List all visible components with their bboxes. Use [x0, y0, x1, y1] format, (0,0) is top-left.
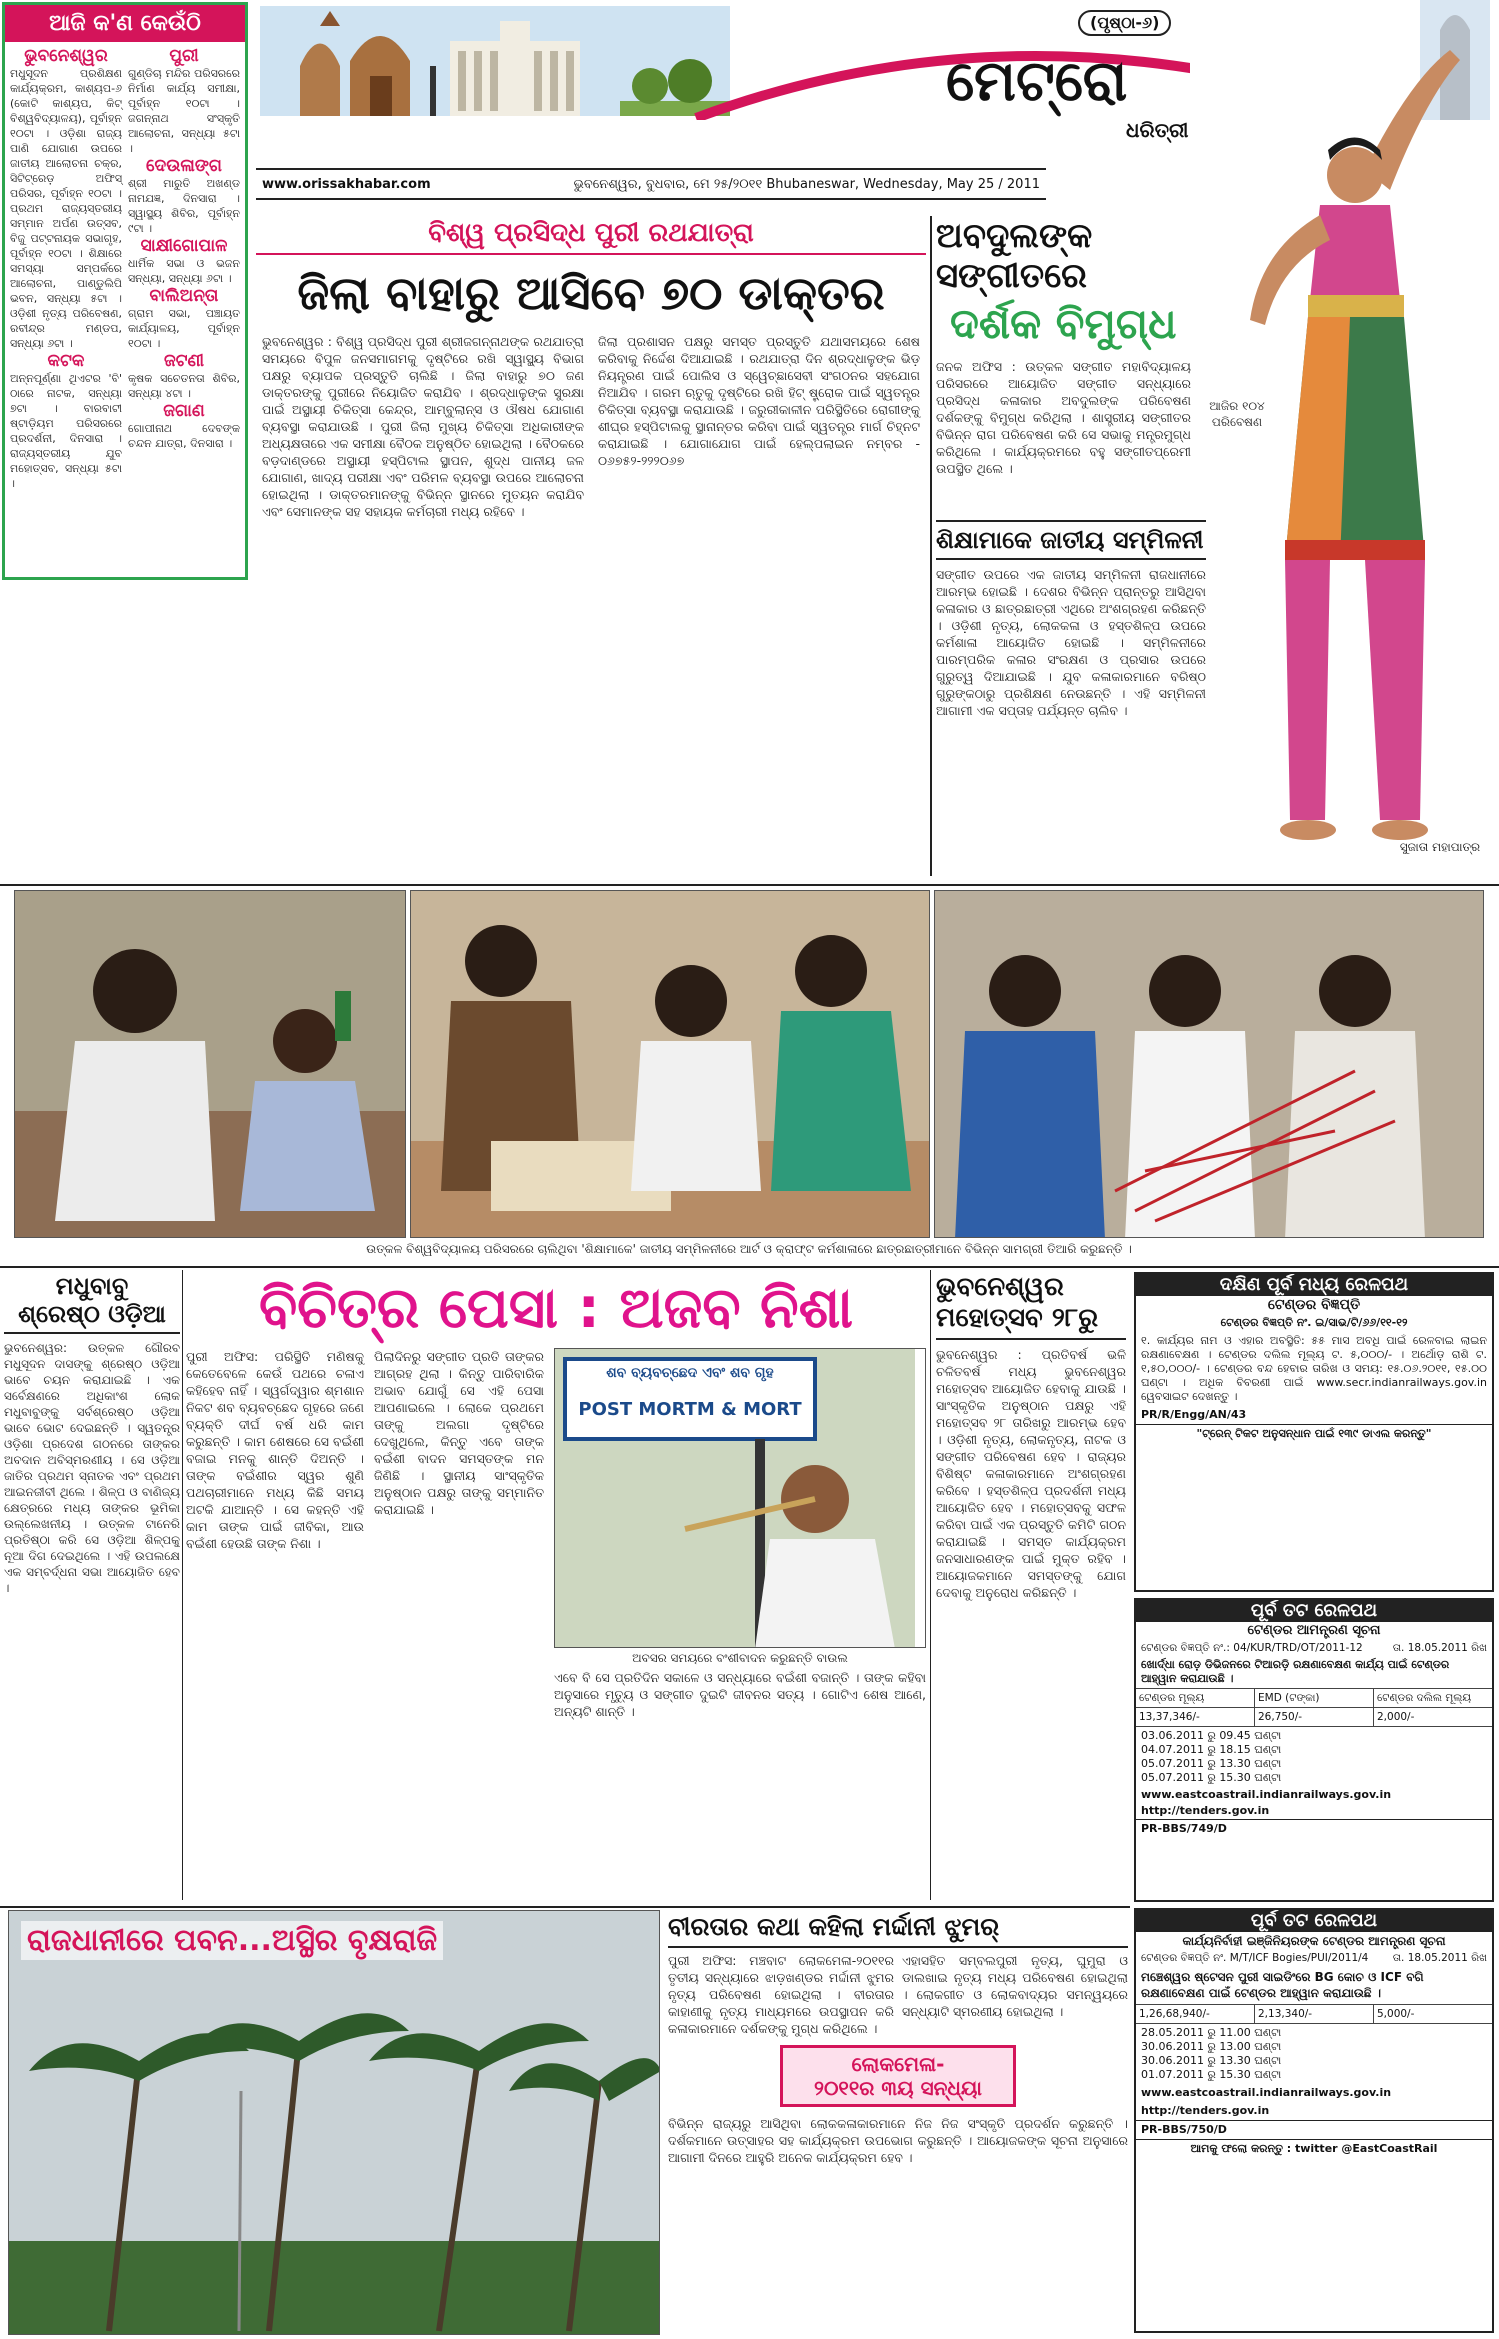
story-subheadline: ଦର୍ଶକ ବିମୁଗ୍ଧ [950, 299, 1177, 348]
story-headline: ବିଚିତ୍ର ପେସା : ଅଜବ ନିଶା [258, 1276, 854, 1341]
events-sidebar [2, 2, 248, 580]
sidebar-city-heading: ପୁରୀ [169, 46, 199, 66]
ad-subtitle: ଟେଣ୍ଡର ବିଜ୍ଞପ୍ତି [1267, 1297, 1361, 1313]
sidebar-city-text: ଧାର୍ମିକ ସଭା ଓ ଭଜନ ସନ୍ଧ୍ୟା, ସନ୍ଧ୍ୟା ୬ଟା । [128, 257, 240, 285]
ad-date-line: 04.07.2011 ରୁ 18.15 ଘଣ୍ଟା [1141, 1743, 1282, 1756]
ad-ecor-2 [1134, 1908, 1494, 2333]
sign-line-2: POST MORTM & MORT [578, 1399, 802, 1420]
ad-cell: 2,000/- [1377, 1711, 1415, 1723]
sidebar-city-heading: କଟକ [47, 351, 85, 371]
sidebar-col-right [128, 46, 240, 493]
photo-row-caption: ଉତ୍କଳ ବିଶ୍ୱବିଦ୍ୟାଳୟ ପରିସରରେ ଚାଲିଥିବା 'ଶିକ୍ଷାମାକେ' ଜାତୀୟ ସମ୍ମିଳନୀରେ ଆର୍ଟ ଓ କ୍ରାଫ୍ଟ କର୍ମଶାଳାରେ ଛାତ୍ରଛାତ୍ରୀମାନେ ବିଭିନ୍ନ ସାମଗ୍ରୀ ତିଆରି କରୁଛନ୍ତି । [366, 1242, 1132, 1256]
ad-ref: ଟେଣ୍ଡର ବିଜ୍ଞପ୍ତି ନଂ.: 04/KUR/TRD/OT/2011-12 [1141, 1642, 1363, 1654]
ad-footer: ଆମକୁ ଫଲୋ କରନ୍ତୁ : twitter @EastCoastRail [1136, 2139, 1492, 2158]
highlight-line: ଲୋକମେଳା- [851, 2052, 945, 2076]
ad-site[interactable]: http://tenders.gov.in [1141, 1804, 1270, 1817]
story-headline: ଶିକ୍ଷାମାକେ ଜାତୀୟ ସମ୍ମିଳନୀ [936, 520, 1206, 560]
ad-body: ୧. କାର୍ଯ୍ୟର ନାମ ଓ ଏହାର ଅବସ୍ଥିତି: ୫୫ ମାସ ଅବଧି ପାଇଁ ରେଳବାଇ ଲାଇନ ରକ୍ଷଣାବେକ୍ଷଣ । ଟେଣ୍ଡର ଦଲିଲ ମୂଲ୍ୟ ଟ. ୫,୦୦୦/- । ଅର୍ଥୋଡ଼ ରାଶି ଟ. ୧,୫୦,୦୦୦/- । ଟେଣ୍ଡର ବନ୍ଦ ହେବାର ତାରିଖ ଓ ସମୟ: ୧୫.୦୬.୨୦୧୧, ୧୫.୦୦ ଘଣ୍ଟା । ଅଧିକ ବିବରଣୀ ପାଇଁ www.secr.indianrailways.gov.in ୱେବସାଇଟ ଦେଖନ୍ତୁ । [1141, 1334, 1487, 1403]
flute-player-photo [554, 1348, 926, 1648]
ad-site[interactable]: http://tenders.gov.in [1141, 2104, 1270, 2117]
story-body: ଭୁବନେଶ୍ୱର : ବିଶ୍ୱ ପ୍ରସିଦ୍ଧ ପୁରୀ ଶ୍ରୀଜଗନ୍ନାଥଙ୍କ ରଥଯାତ୍ରା ସମୟରେ ବିପୁଳ ଜନସମାଗମକୁ ଦୃଷ୍ଟିରେ ରଖି ସ୍ୱାସ୍ଥ୍ୟ ବିଭାଗ ପକ୍ଷରୁ ବ୍ୟାପକ ପ୍ରସ୍ତୁତି ଚାଲିଛି । ଜିଲା ବାହାରୁ ୭୦ ଜଣ ଡାକ୍ତରଙ୍କୁ ପୁରୀରେ ନିୟୋଜିତ କରାଯିବ । ଶ୍ରଦ୍ଧାଳୁଙ୍କ ସୁରକ୍ଷା ପାଇଁ ଅସ୍ଥାୟୀ ଚିକିତ୍ସା କେନ୍ଦ୍ର, ଆମ୍ବୁଲାନ୍ସ ଓ ଔଷଧ ଯୋଗାଣ ବ୍ୟବସ୍ଥା କରାଯାଉଛି । ପୁରୀ ଜିଲା ମୁଖ୍ୟ ଚିକିତ୍ସା ଅଧିକାରୀଙ୍କ ଅଧ୍ୟକ୍ଷତାରେ ଏକ ସମୀକ୍ଷା ବୈଠକ ଅନୁଷ୍ଠିତ ହୋଇଥିଲା । ବୈଠକରେ ବଡ଼ଦାଣ୍ଡରେ ଅସ୍ଥାୟୀ ହସ୍ପିଟାଲ ସ୍ଥାପନ, ଶୁଦ୍ଧ ପାନୀୟ ଜଳ ଯୋଗାଣ, ଖାଦ୍ୟ ପରୀକ୍ଷା ଏବଂ ପରିମଳ ବ୍ୟବସ୍ଥା ଉପରେ ଆଲୋଚନା ହୋଇଥିଲା । ଡାକ୍ତରମାନଙ୍କୁ ବିଭିନ୍ନ ସ୍ଥାନରେ ମୁତୟନ କରାଯିବ ଏବଂ ସେମାନଙ୍କ ସହ ସହାୟକ କର୍ମଚାରୀ ମଧ୍ୟ ରହିବେ । [262, 334, 584, 519]
ad-ecor-1 [1134, 1598, 1494, 1902]
ad-title: ପୂର୍ବ ତଟ ରେଳପଥ [1136, 1600, 1492, 1622]
story-body: ଏହାସହିତ ସମ୍ବଲପୁରୀ ନୃତ୍ୟ, ଘୁମୁରା ଓ ଡାଲଖାଇ ନୃତ୍ୟ ମଧ୍ୟ ପରିବେଷଣ ହୋଇଥିଲା । ଲୋକଗୀତ ଓ ଲୋକବାଦ୍ୟର ସମନ୍ୱୟରେ ସନ୍ଧ୍ୟାଟି ସ୍ମରଣୀୟ ହୋଇଥିଲା । [902, 1953, 1128, 2019]
story-headline: ଅବଦୁଲଙ୍କ ସଙ୍ଗୀତରେ [936, 216, 1093, 296]
workshop-photo-2 [410, 890, 930, 1238]
ad-date: ତା. 18.05.2011 ରିଖ [1392, 1952, 1487, 1964]
story-madhubabu [4, 1272, 180, 1902]
ad-site[interactable]: www.eastcoastrail.indianrailways.gov.in [1141, 2086, 1392, 2099]
story-aside: ଆଜିର ୧୦୪ ପରିବେଷଣ [1209, 399, 1265, 429]
website-link[interactable]: www.orissakhabar.com [262, 176, 431, 192]
sidebar-title: ଆଜି କ'ଣ କେଉଁଠି [5, 5, 245, 42]
ad-cell: EMD (ଟଙ୍କା) [1255, 1689, 1374, 1707]
story-body: ପିଲାଦିନରୁ ସଙ୍ଗୀତ ପ୍ରତି ତାଙ୍କର ଆଗ୍ରହ ଥିଲା । କିନ୍ତୁ ପାରିବାରିକ ଅଭାବ ଯୋଗୁଁ ସେ ଏହି ପେସା ଆପଣାଇଲେ । ଲୋକେ ପ୍ରଥମେ ତାଙ୍କୁ ଅଲଗା ଦୃଷ୍ଟିରେ ଦେଖୁଥିଲେ, କିନ୍ତୁ ଏବେ ତାଙ୍କ ବଇଁଶୀ ବାଦନ ସମସ୍ତଙ୍କ ମନ ଜିଣିଛି । ସ୍ଥାନୀୟ ସାଂସ୍କୃତିକ ଅନୁଷ୍ଠାନ ପକ୍ଷରୁ ତାଙ୍କୁ ସମ୍ମାନିତ କରାଯାଇଛି । [374, 1349, 544, 1517]
ad-footer: "ଟ୍ରେନ୍ ଟିକଟ ଅନୁସନ୍ଧାନ ପାଇଁ ୧୩୯ ଡାଏଲ କରନ୍ତୁ" [1136, 1424, 1492, 1443]
sidebar-city-heading: ଭୁବନେଶ୍ୱର [24, 46, 108, 66]
story-jhumar [668, 1910, 1128, 2335]
ad-date-line: 01.07.2011 ରୁ 15.30 ଘଣ୍ଟା [1141, 2068, 1282, 2081]
dancer-photo [1190, 0, 1499, 880]
ad-cell: 2,13,340/- [1255, 2005, 1374, 2023]
photo-caption: ଅବସର ସମୟରେ ବଂଶୀବାଦନ କରୁଛନ୍ତି ବାଉଲ [632, 1651, 848, 1665]
story-body: ବିଭିନ୍ନ ରାଜ୍ୟରୁ ଆସିଥିବା ଲୋକକଳାକାରମାନେ ନିଜ ନିଜ ସଂସ୍କୃତି ପ୍ରଦର୍ଶନ କରୁଛନ୍ତି । ଦର୍ଶକମାନେ ଉତ୍ସାହର ସହ କାର୍ଯ୍ୟକ୍ରମ ଉପଭୋଗ କରୁଛନ୍ତି । ଆୟୋଜକଙ୍କ ସୂଚନା ଅନୁସାରେ ଆଗାମୀ ଦିନରେ ଆହୁରି ଅନେକ କାର୍ଯ୍ୟକ୍ରମ ହେବ । [668, 2116, 1128, 2165]
story-headline: ଭୁବନେଶ୍ୱର [936, 1272, 1064, 1302]
sidebar-city-heading: ସାକ୍ଷୀଗୋପାଳ [140, 236, 228, 256]
sidebar-city-text: ଗ୍ରାମ ସଭା, ପଞ୍ଚାୟତ କାର୍ଯ୍ୟାଳୟ, ପୂର୍ବାହ୍ନ ୧୦ଟା । [128, 307, 240, 350]
story-festival [936, 1272, 1126, 1902]
sidebar-city-heading: ଜଟଣୀ [163, 351, 205, 371]
story-body: ଜିଲା ପ୍ରଶାସନ ପକ୍ଷରୁ ସମସ୍ତ ପ୍ରସ୍ତୁତି ଯଥାସମୟରେ ଶେଷ କରିବାକୁ ନିର୍ଦ୍ଦେଶ ଦିଆଯାଇଛି । ରଥଯାତ୍ରା ଦିନ ଶ୍ରଦ୍ଧାଳୁଙ୍କ ଭିଡ଼ ନିୟନ୍ତ୍ରଣ ପାଇଁ ପୋଲିସ ଓ ସ୍ୱେଚ୍ଛାସେବୀ ସଂଗଠନର ସହଯୋଗ ନିଆଯିବ । ଗରମ ଋତୁକୁ ଦୃଷ୍ଟିରେ ରଖି ହିଟ୍ ଷ୍ଟ୍ରୋକ ପାଇଁ ସ୍ୱତନ୍ତ୍ର ଚିକିତ୍ସା ବ୍ୟବସ୍ଥା କରାଯାଉଛି । ଜରୁରୀକାଳୀନ ପରିସ୍ଥିତିରେ ରୋଗୀଙ୍କୁ ଶୀଘ୍ର ହସ୍ପିଟାଲକୁ ସ୍ଥାନାନ୍ତର କରିବା ପାଇଁ ସ୍ୱତନ୍ତ୍ର ମାର୍ଗ ଚିହ୍ନଟ କରାଯାଇଛି । ଯୋଗାଯୋଗ ପାଇଁ ହେଲ୍ପଲାଇନ ନମ୍ବର - ୦୬୭୫୨-୨୨୨୦୬୭ [598, 334, 920, 468]
ad-ref: ଟେଣ୍ଡର ବିଜ୍ଞପ୍ତି ନଂ. M/T/ICF Bogies/PUI/2011/4 [1141, 1952, 1369, 1964]
ad-cell: 26,750/- [1255, 1708, 1374, 1726]
story-headline: ମଧୁବାବୁ [55, 1272, 129, 1300]
temple-illustration [260, 6, 730, 116]
sidebar-city-text: ମଧୁସୂଦନ ପ୍ରଶିକ୍ଷଣ କାର୍ଯ୍ୟକ୍ରମ, କାଶ୍ୟପ-୬ (କୋଟି କାଶ୍ୟପ, କିଟ୍ ବିଶ୍ୱବିଦ୍ୟାଳୟ), ପୂର୍ବାହ୍ନ ୧୦ଟା । ଓଡ଼ିଶା ରାଜ୍ୟ ପାଣି ଯୋଗାଣ ଉପରେ ଜାତୀୟ ଆଲୋଚନା ଚକ୍ର, ସିଟିଟ୍ରେଡ଼ ଅଫିସ୍ ପରିସର, ପୂର୍ବାହ୍ନ ୧୦ଟା । ପ୍ରଥମ ରାଜ୍ୟସ୍ତରୀୟ ସମ୍ମାନ ଅର୍ପଣ ଉତ୍ସବ, ବିଜୁ ପଟ୍ଟନାୟକ ସଭାଗୃହ, ପୂର୍ବାହ୍ନ ୧୦ଟା । ଶିକ୍ଷାରେ ସମସ୍ୟା ସମ୍ପର୍କରେ ଆଲୋଚନା, ପାଣ୍ଡୁଲିପି ଭବନ, ସନ୍ଧ୍ୟା ୫ଟା । ଓଡ଼ିଶୀ ନୃତ୍ୟ ପରିବେଷଣ, ରବୀନ୍ଦ୍ର ମଣ୍ଡପ, ସନ୍ଧ୍ୟା ୬ଟା । [10, 67, 122, 350]
masthead-title: ମେଟ୍ରୋ [946, 48, 1128, 114]
ad-body: ଖୋର୍ଦ୍ଧା ରୋଡ଼ ଡିଭିଜନରେ ଟିଆରଡ଼ି ରକ୍ଷଣାବେକ୍ଷଣ କାର୍ଯ୍ୟ ପାଇଁ ଟେଣ୍ଡର ଆହ୍ୱାନ କରାଯାଉଛି । [1141, 1658, 1450, 1685]
ad-subtitle: କାର୍ଯ୍ୟନିର୍ବାହୀ ଇଞ୍ଜିନିୟରଙ୍କ ଟେଣ୍ଡର ଆମନ୍ତ୍ରଣ ସୂଚନା [1182, 1934, 1446, 1948]
story-headline: ରାଜଧାନୀରେ ପବନ...ଅସ୍ଥିର ବୃକ୍ଷରାଜି [21, 1921, 443, 1960]
sidebar-city-heading: ଜଗାଣ [163, 401, 205, 421]
sidebar-city-heading: ଦେଉଳାଙ୍ଗ [146, 156, 222, 176]
dateline-bar [256, 168, 1046, 200]
workshop-photo-1 [14, 890, 406, 1238]
story-kicker: ବିଶ୍ୱ ପ୍ରସିଦ୍ଧ ପୁରୀ ରଥଯାତ୍ରା [256, 216, 926, 255]
ad-ref: PR/R/Engg/AN/43 [1141, 1408, 1247, 1421]
sidebar-city-text: ଅନ୍ନପୂର୍ଣ୍ଣା ଥିଏଟର 'ବି' ଠାରେ ନାଟକ, ସନ୍ଧ୍ୟା ୭ଟା । ବାରବାଟୀ ଷ୍ଟାଡ଼ିୟମ ପରିସରରେ ପ୍ରଦର୍ଶନୀ, ଦିନସାରା । ରାଜ୍ୟସ୍ତରୀୟ ଯୁବ ମହୋତ୍ସବ, ସନ୍ଧ୍ୟା ୫ଟା । [10, 372, 122, 490]
story-profession [186, 1272, 926, 1902]
ad-cell: ଟେଣ୍ଡର ମୂଲ୍ୟ [1136, 1689, 1255, 1707]
ad-secr [1134, 1272, 1494, 1592]
workshop-photo-3 [934, 890, 1484, 1238]
ad-ref: PR-BBS/749/D [1136, 1819, 1492, 1838]
sidebar-col-left [10, 46, 122, 493]
masthead-subtitle: ଧରିତ୍ରୀ [1126, 118, 1189, 142]
ad-date-line: 05.07.2011 ରୁ 15.30 ଘଣ୍ଟା [1141, 1771, 1282, 1784]
story-body: ସଙ୍ଗୀତ ଉପରେ ଏକ ଜାତୀୟ ସମ୍ମିଳନୀ ରାଜଧାନୀରେ ଆରମ୍ଭ ହୋଇଛି । ଦେଶର ବିଭିନ୍ନ ପ୍ରାନ୍ତରୁ ଆସିଥିବା କଳାକାର ଓ ଛାତ୍ରଛାତ୍ରୀ ଏଥିରେ ଅଂଶଗ୍ରହଣ କରିଛନ୍ତି । ଓଡ଼ିଶୀ ନୃତ୍ୟ, ଲୋକକଳା ଓ ହସ୍ତଶିଳ୍ପ ଉପରେ କର୍ମଶାଳା ଆୟୋଜିତ ହୋଇଛି । ସମ୍ମିଳନୀରେ ପାରମ୍ପରିକ କଳାର ସଂରକ୍ଷଣ ଓ ପ୍ରସାର ଉପରେ ଗୁରୁତ୍ୱ ଦିଆଯାଇଛି । ଯୁବ କଳାକାରମାନେ ବରିଷ୍ଠ ଗୁରୁଙ୍କଠାରୁ ପ୍ରଶିକ୍ଷଣ ନେଉଛନ୍ତି । ଏହି ସମ୍ମିଳନୀ ଆଗାମୀ ଏକ ସପ୍ତାହ ପର୍ଯ୍ୟନ୍ତ ଚାଲିବ । [936, 567, 1206, 718]
story-subheadline: ଶ୍ରେଷ୍ଠ ଓଡ଼ିଆ [4, 1300, 180, 1334]
highlight-line: ୨୦୧୧ର ୩ୟ ସନ୍ଧ୍ୟା [813, 2076, 982, 2100]
ad-subtitle: ଟେଣ୍ଡର ଆମନ୍ତ୍ରଣ ସୂଚନା [1247, 1623, 1381, 1638]
ad-body: ମଞ୍ଚେଶ୍ୱର ଷ୍ଟେସନ ପୁରୀ ସାଇଡିଂରେ BG କୋଚ ଓ ICF ବଗି ରକ୍ଷଣାବେକ୍ଷଣ ପାଇଁ ଟେଣ୍ଡର ଆହ୍ୱାନ କରାଯାଉଛି । [1141, 1970, 1424, 2000]
ad-cell: 1,26,68,940/- [1136, 2005, 1255, 2023]
story-music [936, 216, 1191, 526]
story-body: ଏବେ ବି ସେ ପ୍ରତିଦିନ ସକାଳେ ଓ ସନ୍ଧ୍ୟାରେ ବଇଁଶୀ ବଜାନ୍ତି । ତାଙ୍କ କହିବା ଅନୁସାରେ ମୃତ୍ୟୁ ଓ ସଙ୍ଗୀତ ଦୁଇଟି ଜୀବନର ସତ୍ୟ । ଗୋଟିଏ ଶେଷ ଆଣେ, ଅନ୍ୟଟି ଶାନ୍ତି । [554, 1670, 926, 1719]
story-conference [936, 520, 1206, 880]
highlight-box [780, 2045, 1016, 2107]
story-headline: ବୀରତାର କଥା କହିଲା ମର୍ଦ୍ଦାନୀ ଝୁମର୍ [668, 1910, 1128, 1948]
story-body: ଭୁବନେଶ୍ୱର : ପ୍ରତିବର୍ଷ ଭଳି ଚଳିତବର୍ଷ ମଧ୍ୟ ଭୁବନେଶ୍ୱର ମହୋତ୍ସବ ଆୟୋଜିତ ହେବାକୁ ଯାଉଛି । ସାଂସ୍କୃତିକ ଅନୁଷ୍ଠାନ ପକ୍ଷରୁ ଏହି ମହୋତ୍ସବ ୨୮ ତାରିଖରୁ ଆରମ୍ଭ ହେବ । ଓଡ଼ିଶୀ ନୃତ୍ୟ, ଲୋକନୃତ୍ୟ, ନାଟକ ଓ ସଙ୍ଗୀତ ପରିବେଷଣ ହେବ । ରାଜ୍ୟର ବିଶିଷ୍ଟ କଳାକାରମାନେ ଅଂଶଗ୍ରହଣ କରିବେ । ହସ୍ତଶିଳ୍ପ ପ୍ରଦର୍ଶନୀ ମଧ୍ୟ ଆୟୋଜିତ ହେବ । ମହୋତ୍ସବକୁ ସଫଳ କରିବା ପାଇଁ ଏକ ପ୍ରସ୍ତୁତି କମିଟି ଗଠନ କରାଯାଇଛି । ସମସ୍ତ କାର୍ଯ୍ୟକ୍ରମ ଜନସାଧାରଣଙ୍କ ପାଇଁ ମୁକ୍ତ ରହିବ । ଆୟୋଜକମାନେ ସମସ୍ତଙ୍କୁ ଯୋଗ ଦେବାକୁ ଅନୁରୋଧ କରିଛନ୍ତି । [936, 1347, 1126, 1600]
ad-date-line: 30.06.2011 ରୁ 13.30 ଘଣ୍ଟା [1141, 2054, 1282, 2067]
ad-date-line: 30.06.2011 ରୁ 13.00 ଘଣ୍ଟା [1141, 2040, 1282, 2053]
ad-title: ଦକ୍ଷିଣ ପୂର୍ବ ମଧ୍ୟ ରେଳପଥ [1136, 1274, 1492, 1296]
ad-table-head [1136, 1688, 1492, 1707]
ad-title: ପୂର୍ବ ତଟ ରେଳପଥ [1136, 1910, 1492, 1932]
ad-cell: 13,37,346/- [1136, 1708, 1255, 1726]
story-body: ଜନକ ଅଫିସ : ଉତ୍କଳ ସଙ୍ଗୀତ ମହାବିଦ୍ୟାଳୟ ପରିସରରେ ଆୟୋଜିତ ସଙ୍ଗୀତ ସନ୍ଧ୍ୟାରେ ପ୍ରସିଦ୍ଧ କଳାକାର ଅବଦୁଲଙ୍କ ପରିବେଷଣ ଦର୍ଶକଙ୍କୁ ବିମୁଗ୍ଧ କରିଥିଲା । ଶାସ୍ତ୍ରୀୟ ସଙ୍ଗୀତର ବିଭିନ୍ନ ରାଗ ପରିବେଷଣ କରି ସେ ସଭାକୁ ମନ୍ତ୍ରମୁଗ୍ଧ କରିଥିଲେ । କାର୍ଯ୍ୟକ୍ରମରେ ବହୁ ସଙ୍ଗୀତପ୍ରେମୀ ଉପସ୍ଥିତ ଥିଲେ । [936, 359, 1191, 476]
sidebar-city-text: ଗୋପୀନାଥ ଦେବଙ୍କ ଚନ୍ଦନ ଯାତ୍ରା, ଦିନସାରା । [128, 422, 240, 450]
ad-ref: PR-BBS/750/D [1136, 2120, 1492, 2139]
sidebar-city-text: କୃଷକ ସଚେତନତା ଶିବିର, ସନ୍ଧ୍ୟା ୪ଟା । [128, 372, 240, 400]
ad-line: ଟେଣ୍ଡର ବିଜ୍ଞପ୍ତି ନଂ. ଇ/ସାଭ/ଟି/୬୬/୧୧-୧୨ [1220, 1316, 1408, 1329]
story-headline: ଜିଲା ବାହାରୁ ଆସିବେ ୭୦ ଡାକ୍ତର [297, 266, 885, 320]
story-rathayatra [256, 216, 926, 880]
windy-trees-photo [9, 1911, 660, 2335]
ad-site[interactable]: www.eastcoastrail.indianrailways.gov.in [1141, 1788, 1392, 1801]
story-wind [8, 1910, 660, 2335]
dateline: ଭୁବନେଶ୍ୱର, ବୁଧବାର, ମେ ୨୫/୨୦୧୧ Bhubaneswar, Wednesday, May 25 / 2011 [573, 176, 1040, 192]
story-body: ଭୁବନେଶ୍ୱର: ଉତ୍କଳ ଗୌରବ ମଧୁସୂଦନ ଦାସଙ୍କୁ ଶ୍ରେଷ୍ଠ ଓଡ଼ିଆ ଭାବେ ଚୟନ କରାଯାଇଛି । ଏକ ସର୍ବେକ୍ଷଣରେ ଅଧିକାଂଶ ଲୋକ ମଧୁବାବୁଙ୍କୁ ସର୍ବଶ୍ରେଷ୍ଠ ଓଡ଼ିଆ ଭାବେ ଭୋଟ ଦେଇଛନ୍ତି । ସ୍ୱତନ୍ତ୍ର ଓଡ଼ିଶା ପ୍ରଦେଶ ଗଠନରେ ତାଙ୍କର ଅବଦାନ ଅବିସ୍ମରଣୀୟ । ସେ ଓଡ଼ିଆ ଜାତିର ପ୍ରଥମ ସ୍ନାତକ ଏବଂ ପ୍ରଥମ ଆଇନଜୀବୀ ଥିଲେ । ଶିଳ୍ପ ଓ ବାଣିଜ୍ୟ କ୍ଷେତ୍ରରେ ମଧ୍ୟ ତାଙ୍କର ଭୂମିକା ଉଲ୍ଲେଖନୀୟ । ଉତ୍କଳ ଟାନେରି ପ୍ରତିଷ୍ଠା କରି ସେ ଓଡ଼ିଆ ଶିଳ୍ପକୁ ନୂଆ ଦିଗ ଦେଇଥିଲେ । ଏହି ଉପଲକ୍ଷେ ଏକ ସମ୍ବର୍ଦ୍ଧନା ସଭା ଆୟୋଜିତ ହେବ । [4, 1341, 180, 1595]
ad-date-line: 03.06.2011 ରୁ 09.45 ଘଣ୍ଟା [1141, 1729, 1282, 1742]
story-body: ପୁରୀ ଅଫିସ: ପରିସ୍ଥିତି ମଣିଷକୁ କେତେବେଳେ କେଉଁ ପଥରେ ଚଳାଏ କହିହେବ ନାହିଁ । ସ୍ୱର୍ଗଦ୍ୱାର ଶ୍ମଶାନ ନିକଟ ଶବ ବ୍ୟବଚ୍ଛେଦ ଗୃହରେ ଜଣେ ବ୍ୟକ୍ତି ଦୀର୍ଘ ବର୍ଷ ଧରି କାମ କରୁଛନ୍ତି । କାମ ଶେଷରେ ସେ ବଇଁଶୀ ବଜାଇ ମନକୁ ଶାନ୍ତି ଦିଅନ୍ତି । ତାଙ୍କ ବଇଁଶୀର ସ୍ୱର ଶୁଣି ପଥଚାରୀମାନେ ମଧ୍ୟ କିଛି ସମୟ ଅଟକି ଯାଆନ୍ତି । ସେ କହନ୍ତି ଏହି କାମ ତାଙ୍କ ପାଇଁ ଜୀବିକା, ଆଉ ବଇଁଶୀ ହେଉଛି ତାଙ୍କ ନିଶା । [186, 1349, 364, 1551]
ad-table-row [1136, 1707, 1492, 1726]
ad-cell: ଟେଣ୍ଡର ଦଲିଲ ମୂଲ୍ୟ [1377, 1692, 1472, 1704]
page-label: (ପୃଷ୍ଠା-୬) [1078, 10, 1171, 36]
dancer-caption: ସୁଜାତା ମହାପାତ୍ର [1399, 840, 1481, 854]
sidebar-city-text: ଗୁଣ୍ଡିଚା ମନ୍ଦିର ପରିସରରେ ନିର୍ମାଣ କାର୍ଯ୍ୟ ସମୀକ୍ଷା, ପୂର୍ବାହ୍ନ ୧୦ଟା । ଜଗନ୍ନାଥ ସଂସ୍କୃତି ଆଲୋଚନା, ସନ୍ଧ୍ୟା ୫ଟା । [128, 67, 240, 155]
story-subheadline: ମହୋତ୍ସବ ୨୮ରୁ [936, 1303, 1126, 1340]
sign-line-1: ଶବ ବ୍ୟବଚ୍ଛେଦ ଏବଂ ଶବ ଗୃହ [606, 1365, 774, 1381]
ad-cell: 5,000/- [1377, 2008, 1415, 2020]
sidebar-city-text: ଶ୍ରୀ ମାରୁତି ଅଖଣ୍ଡ ନାମଯଜ୍ଞ, ଦିନସାରା । ସ୍ୱାସ୍ଥ୍ୟ ଶିବିର, ପୂର୍ବାହ୍ନ ୯ଟା । [128, 177, 240, 235]
ad-date: ତା. 18.05.2011 ରିଖ [1392, 1642, 1487, 1654]
ad-date-line: 05.07.2011 ରୁ 13.30 ଘଣ୍ଟା [1141, 1757, 1282, 1770]
sidebar-city-heading: ବାଲିଅନ୍ତା [149, 286, 219, 306]
ad-date-line: 28.05.2011 ରୁ 11.00 ଘଣ୍ଟା [1141, 2026, 1282, 2039]
story-body: ପୁରୀ ଅଫିସ: ମଞ୍ଚବାଟ ଲୋକମେଳା-୨୦୧୧ର ତୃତୀୟ ସନ୍ଧ୍ୟାରେ ଝାଡ଼ଖଣ୍ଡର ମର୍ଦ୍ଦାନୀ ଝୁମର ନୃତ୍ୟ ପରିବେଷଣ ହୋଇଥିଲା । ବୀରତାର କାହାଣୀକୁ ନୃତ୍ୟ ମାଧ୍ୟମରେ ଉପସ୍ଥାପନ କରି କଳାକାରମାନେ ଦର୍ଶକଙ୍କୁ ମୁଗ୍ଧ କରିଥିଲେ । [668, 1953, 894, 2036]
ad-table-row [1136, 2004, 1492, 2023]
